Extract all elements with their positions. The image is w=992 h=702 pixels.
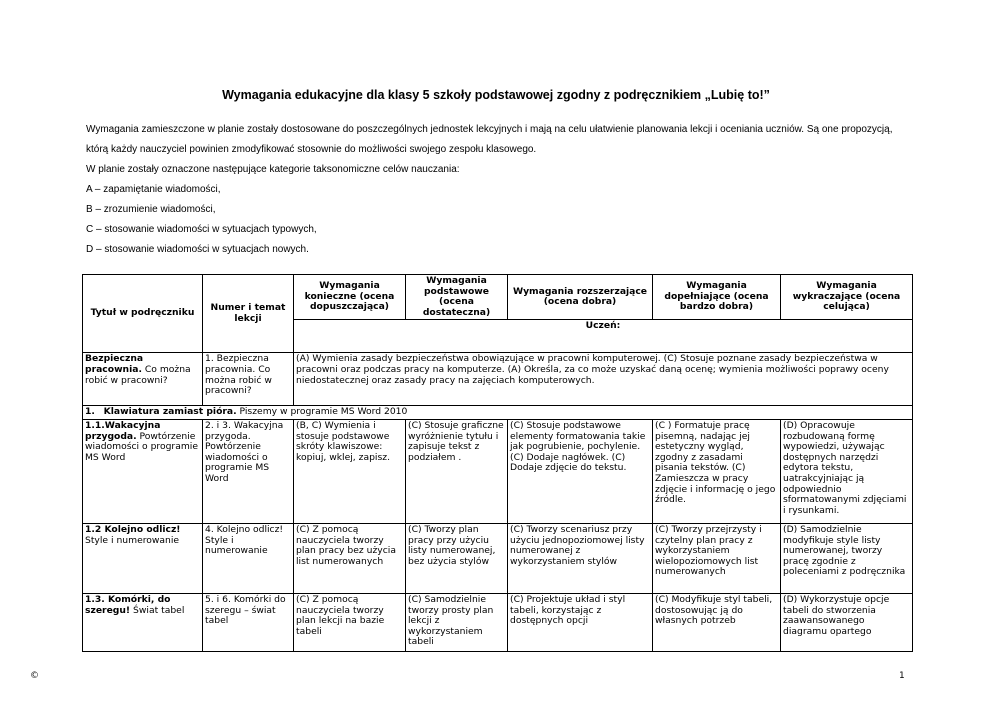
table-row bbox=[83, 419, 913, 523]
requirements-table bbox=[82, 274, 913, 652]
intro-category-c: C – stosowanie wiadomości w sytuacjach typowych, bbox=[86, 224, 317, 235]
req-rozszerzajace: (C) Projektuje układ i styl tabeli, korzystając z dostępnych opcji bbox=[508, 593, 653, 651]
header-title: Tytuł w podręczniku bbox=[83, 275, 203, 353]
req-podstawowe: (C) Tworzy plan pracy przy użyciu listy numerowanej, bez użycia stylów bbox=[406, 523, 508, 593]
table-row bbox=[83, 593, 913, 651]
lesson-number: 4. Kolejno odlicz! Style i numerowanie bbox=[203, 523, 294, 593]
header-rozszerzajace: Wymagania rozszerzające (ocena dobra) bbox=[508, 275, 653, 320]
header-dopelniajace: Wymagania dopełniające (ocena bardzo dobra) bbox=[653, 275, 781, 320]
intro-paragraph: Wymagania zamieszczone w planie zostały dostosowane do poszczególnych jednostek lekcyjnych i mają na celu ułatwienie planowania lekcji i oceniania uczniów. Są one propozycją, którą każdy nauczyciel powinien zmodyfikować stosownie do możliwości swojego zespołu klasowego. bbox=[86, 124, 893, 155]
intro-category-a: A – zapamiętanie wiadomości, bbox=[86, 184, 221, 195]
header-podstawowe: Wymagania podstawowe (ocena dostateczna) bbox=[406, 275, 508, 320]
req-wykraczajace: (D) Opracowuje rozbudowaną formę wypowiedzi, używając dostępnych narzędzi edytora tekstu, uatrakcyjniając ją odpowiednio sformatowanymi zdjęciami i rysunkami. bbox=[781, 419, 913, 523]
table-row bbox=[83, 523, 913, 593]
intro-paragraph: W planie zostały oznaczone następujące kategorie taksonomiczne celów nauczania: bbox=[86, 164, 460, 175]
section-heading: 1. Klawiatura zamiast pióra. Piszemy w programie MS Word 2010 bbox=[83, 406, 913, 420]
lesson-number: 2. i 3. Wakacyjna przygoda. Powtórzenie wiadomości o programie MS Word bbox=[203, 419, 294, 523]
intro-category-d: D – stosowanie wiadomości w sytuacjach nowych. bbox=[86, 244, 309, 255]
header-uczen: Uczeń: bbox=[294, 320, 913, 353]
req-podstawowe: (C) Stosuje graficzne wyróżnienie tytułu i zapisuje tekst z podziałem . bbox=[406, 419, 508, 523]
req-wykraczajace: (D) Wykorzystuje opcje tabeli do stworzenia zaawansowanego diagramu opartego bbox=[781, 593, 913, 651]
req-rozszerzajace: (C) Tworzy scenariusz przy użyciu jednopoziomowej listy numerowanej z wykorzystaniem stylów bbox=[508, 523, 653, 593]
req-rozszerzajace: (C) Stosuje podstawowe elementy formatowania takie jak pogrubienie, pochylenie. (C) Dodaje nagłówek. (C) Dodaje zdjęcie do tekstu. bbox=[508, 419, 653, 523]
document-title: Wymagania edukacyjne dla klasy 5 szkoły podstawowej zgodny z podręcznikiem „Lubię to!” bbox=[222, 88, 770, 102]
req-dopelniajace: (C) Tworzy przejrzysty i czytelny plan pracy z wykorzystaniem wielopoziomowych list numerowanych bbox=[653, 523, 781, 593]
intro-text bbox=[86, 120, 908, 260]
lesson-title: 1.1.Wakacyjna przygoda. Powtórzenie wiadomości o programie MS Word bbox=[83, 419, 203, 523]
table-row bbox=[83, 353, 913, 406]
req-konieczne: (C) Z pomocą nauczyciela tworzy plan pracy bez użycia list numerowanych bbox=[294, 523, 406, 593]
lesson-number: 5. i 6. Komórki do szeregu – świat tabel bbox=[203, 593, 294, 651]
req-konieczne: (B, C) Wymienia i stosuje podstawowe skróty klawiszowe: kopiuj, wklej, zapisz. bbox=[294, 419, 406, 523]
copyright-symbol: © bbox=[30, 671, 39, 681]
lesson-title: 1.3. Komórki, do szeregu! Świat tabel bbox=[83, 593, 203, 651]
req-konieczne: (C) Z pomocą nauczyciela tworzy plan lekcji na bazie tabeli bbox=[294, 593, 406, 651]
req-dopelniajace: (C ) Formatuje pracę pisemną, nadając jej estetyczny wygląd, zgodny z zasadami pisania tekstów. (C) Zamieszcza w pracy zdjęcie i informację o jego źródle. bbox=[653, 419, 781, 523]
header-number: Numer i temat lekcji bbox=[203, 275, 294, 353]
req-wykraczajace: (D) Samodzielnie modyfikuje style listy numerowanej, tworzy pracę zgodnie z poleceniami z podręcznika bbox=[781, 523, 913, 593]
safety-requirements: (A) Wymienia zasady bezpieczeństwa obowiązujące w pracowni komputerowej. (C) Stosuje poznane zasady bezpieczeństwa w pracowni oraz podczas pracy na komputerze. (A) Określa, za co może uzyskać daną ocenę; wymienia możliwości poprawy oceny niedostatecznej oraz zasady pracy na zajęciach komputerowych. bbox=[294, 353, 913, 406]
page-number: 1 bbox=[899, 671, 905, 681]
req-podstawowe: (C) Samodzielnie tworzy prosty plan lekcji z wykorzystaniem tabeli bbox=[406, 593, 508, 651]
req-dopelniajace: (C) Modyfikuje styl tabeli, dostosowując ją do własnych potrzeb bbox=[653, 593, 781, 651]
intro-category-b: B – zrozumienie wiadomości, bbox=[86, 204, 216, 215]
lesson-title: Bezpieczna pracownia. Co można robić w pracowni? bbox=[83, 353, 203, 406]
lesson-title: 1.2 Kolejno odlicz! Style i numerowanie bbox=[83, 523, 203, 593]
header-wykraczajace: Wymagania wykraczające (ocena celująca) bbox=[781, 275, 913, 320]
header-konieczne: Wymagania konieczne (ocena dopuszczająca) bbox=[294, 275, 406, 320]
lesson-number: 1. Bezpieczna pracownia. Co można robić w pracowni? bbox=[203, 353, 294, 406]
